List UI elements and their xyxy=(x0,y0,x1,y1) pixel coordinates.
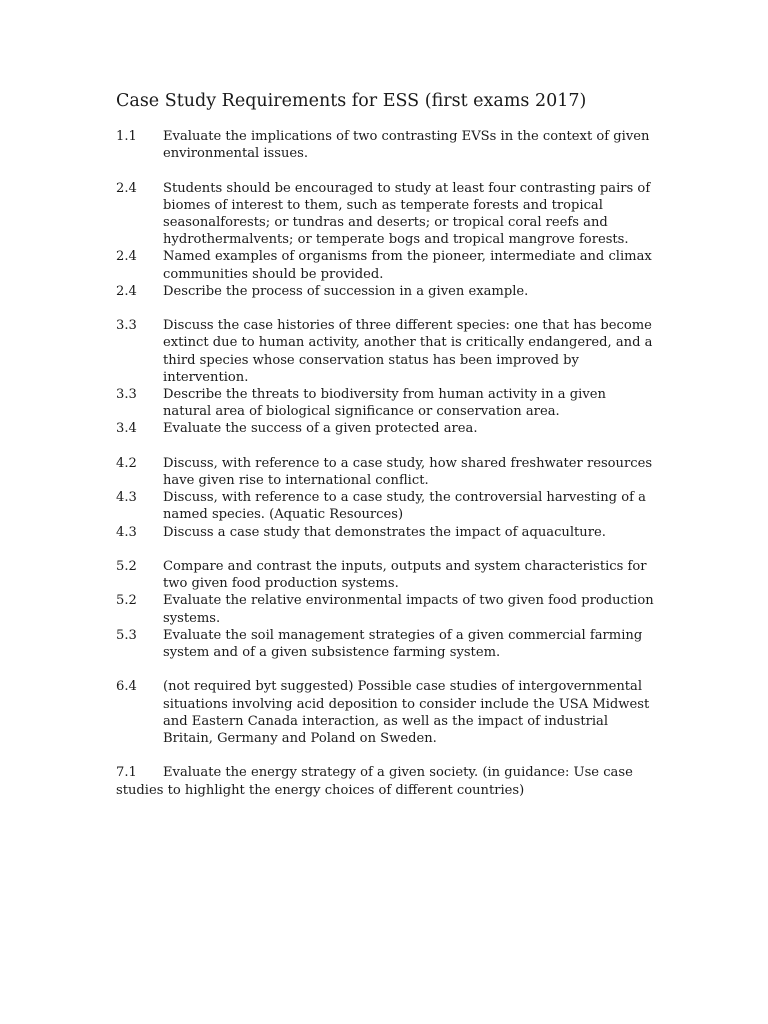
item-number: 1.1 xyxy=(116,129,137,144)
item-text: Evaluate the implications of two contrasting EVSs in the context of given environmental issues. xyxy=(163,129,650,162)
list-item xyxy=(116,248,656,282)
list-item xyxy=(116,420,656,437)
item-number: 6.4 xyxy=(116,679,137,695)
list-item xyxy=(116,386,656,420)
list-item xyxy=(116,627,656,661)
item-number: 5.2 xyxy=(116,559,137,575)
list-item xyxy=(116,180,656,249)
item-number: 2.4 xyxy=(116,249,137,265)
item-text: Evaluate the relative environmental impacts of two given food production systems. xyxy=(163,593,654,626)
item-number: 4.3 xyxy=(116,524,137,540)
item-text: Compare and contrast the inputs, outputs and system characteristics for two given food production systems. xyxy=(163,559,647,592)
list-item xyxy=(116,128,656,162)
item-text: Named examples of organisms from the pioneer, intermediate and climax communities should be provided. xyxy=(163,249,652,282)
list-item xyxy=(116,283,656,300)
item-number: 4.3 xyxy=(116,490,137,506)
document-title: Case Study Requirements for ESS (first exams 2017) xyxy=(116,91,587,111)
list-item xyxy=(116,524,656,541)
list-item xyxy=(116,455,656,489)
item-text: Evaluate the energy strategy of a given society. (in guidance: Use case studies to highlight the energy choices of different countries) xyxy=(116,765,633,798)
item-text: Evaluate the success of a given protected area. xyxy=(163,421,478,437)
list-item xyxy=(116,592,656,626)
requirements-list xyxy=(116,128,656,799)
list-item xyxy=(116,678,656,747)
item-text: Discuss a case study that demonstrates the impact of aquaculture. xyxy=(163,524,606,540)
item-text: Discuss, with reference to a case study, how shared freshwater resources have given rise to international conflict. xyxy=(163,455,653,489)
item-number: 3.4 xyxy=(116,421,137,437)
item-text: Students should be encouraged to study at least four contrasting pairs of biomes of interest to them, such as temperate forests and tropical seasonalforests; or tundras and deserts; or tropical coral reefs and hydrothermalvents; or temperate bogs and tropical mangrove forests. xyxy=(163,180,651,248)
item-number: 3.3 xyxy=(116,387,137,403)
list-item xyxy=(116,764,656,798)
item-text: Evaluate the soil management strategies of a given commercial farming system and of a given subsistence farming system. xyxy=(163,627,643,661)
item-number: 4.2 xyxy=(116,455,137,471)
item-text: Discuss the case histories of three different species: one that has become extinct due to human activity, another that is critically endangered, and a third species whose conservation status has been improved by intervention. xyxy=(163,318,653,385)
item-number: 2.4 xyxy=(116,283,137,299)
item-number: 2.4 xyxy=(116,180,137,196)
item-number: 3.3 xyxy=(116,318,137,334)
item-number: 5.3 xyxy=(116,627,137,643)
item-number: 7.1 xyxy=(116,765,137,781)
list-item xyxy=(116,489,656,523)
item-number: 5.2 xyxy=(116,593,137,609)
item-text: Discuss, with reference to a case study, the controversial harvesting of a named species. (Aquatic Resources) xyxy=(163,490,646,523)
item-text: Describe the process of succession in a given example. xyxy=(163,283,529,299)
list-item xyxy=(116,558,656,592)
item-text: (not required byt suggested) Possible case studies of intergovernmental situations involving acid deposition to consider include the USA Midwest and Eastern Canada interaction, as well as the impact of industrial Britain, Germany and Poland on Sweden. xyxy=(163,679,650,747)
item-text: Describe the threats to biodiversity from human activity in a given natural area of biological significance or conservation area. xyxy=(163,387,606,420)
list-item xyxy=(116,317,656,386)
